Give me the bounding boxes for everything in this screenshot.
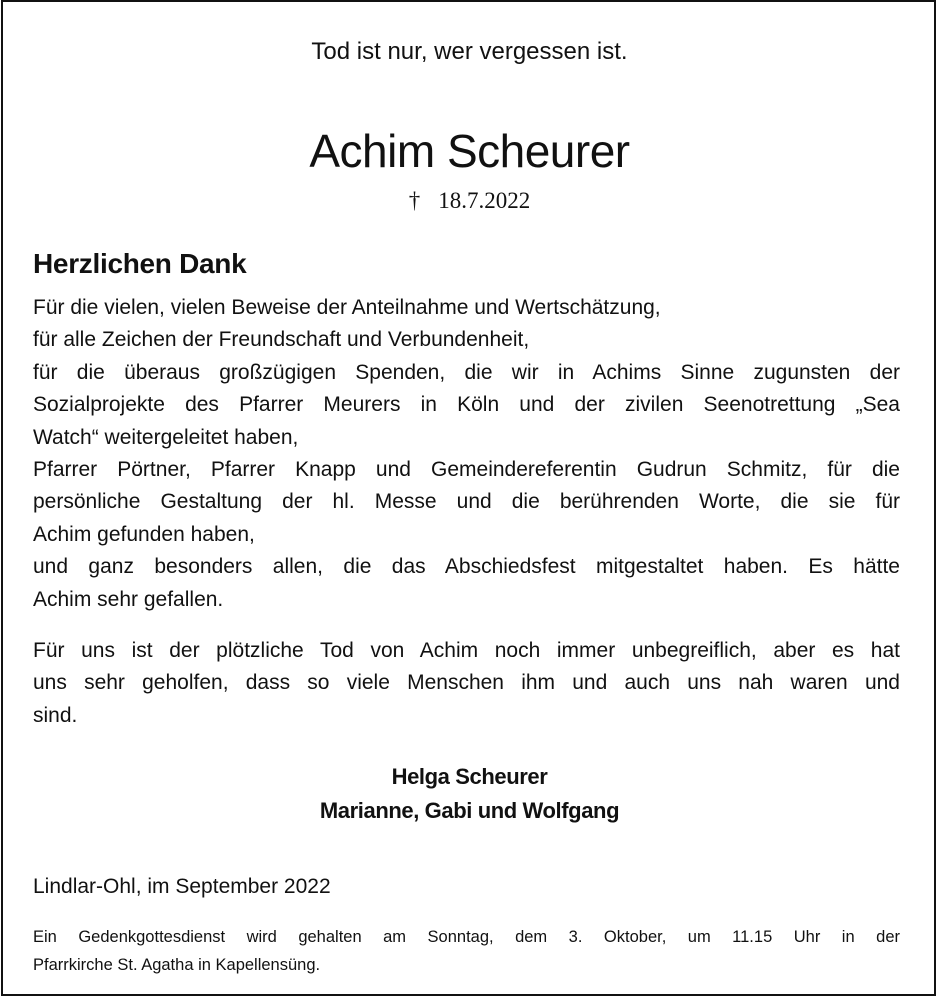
paragraph-line: persönliche Gestaltung der hl. Messe und die berührenden Worte, die sie für <box>33 490 900 514</box>
thanks-heading: Herzlichen Dank <box>33 248 247 279</box>
cross-icon: † <box>408 188 421 213</box>
service-line: Pfarrkirche St. Agatha in Kapellensüng. <box>33 956 321 974</box>
signer-primary: Helga Scheurer <box>391 764 548 789</box>
closing-paragraph <box>33 635 900 732</box>
paragraph-line: Für uns ist der plötzliche Tod von Achim noch immer unbegreiflich, aber es hat <box>33 639 900 662</box>
paragraph-line: sind. <box>33 703 78 727</box>
place-date: Lindlar-Ohl, im September 2022 <box>33 875 331 898</box>
paragraph-line: Für die vielen, vielen Beweise der Anteilnahme und Wertschätzung, <box>33 296 661 319</box>
paragraph-line: und ganz besonders allen, die das Abschiedsfest mitgestaltet haben. Es hätte <box>33 555 900 579</box>
deceased-name: Achim Scheurer <box>309 125 630 177</box>
paragraph-line: Sozialprojekte des Pfarrer Meurers in Köln und der zivilen Seenotrettung „Sea <box>33 393 900 417</box>
memorial-service-note <box>33 923 900 979</box>
death-date: 18.7.2022 <box>438 188 531 213</box>
signer-family: Marianne, Gabi und Wolfgang <box>319 798 620 823</box>
paragraph-line: für die überaus großzügigen Spenden, die wir in Achims Sinne zugunsten der <box>33 360 900 384</box>
motto: Tod ist nur, wer vergessen ist. <box>311 38 628 65</box>
paragraph-line: Pfarrer Pörtner, Pfarrer Knapp und Gemeindereferentin Gudrun Schmitz, für die <box>33 458 900 482</box>
paragraph-line: Watch“ weitergeleitet haben, <box>33 425 299 449</box>
death-date-line <box>0 185 939 217</box>
paragraph-line: Achim sehr gefallen. <box>33 587 224 611</box>
paragraph-line: Achim gefunden haben, <box>33 522 255 546</box>
service-line: Ein Gedenkgottesdienst wird gehalten am Sonntag, dem 3. Oktober, um 11.15 Uhr in der <box>33 928 900 946</box>
thanks-paragraph <box>33 292 900 616</box>
paragraph-line: uns sehr geholfen, dass so viele Menschen ihm und auch uns nah waren und <box>33 671 900 695</box>
signers <box>0 760 939 828</box>
paragraph-line: für alle Zeichen der Freundschaft und Verbundenheit, <box>33 328 530 352</box>
